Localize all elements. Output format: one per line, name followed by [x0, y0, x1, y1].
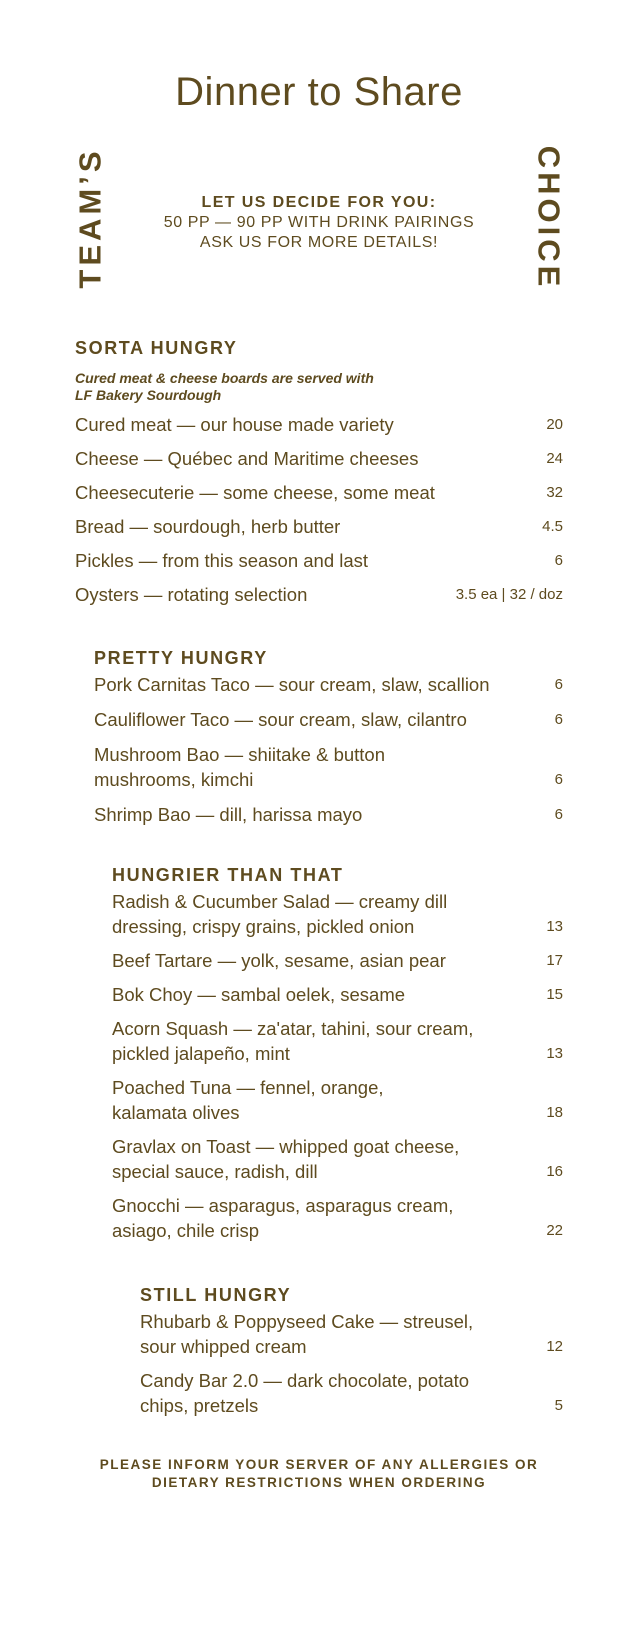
menu-list — [75, 412, 563, 607]
menu-item-name: Pickles — from this season and last — [75, 550, 369, 571]
menu-item-price: 6 — [554, 676, 563, 693]
page-title: Dinner to Share — [175, 70, 463, 114]
menu-item-price: 6 — [554, 771, 563, 788]
menu-item-price: 6 — [554, 711, 563, 728]
menu-item-price: 4.5 — [542, 518, 563, 535]
menu-item-name: Cheesecuterie — some cheese, some meat — [75, 482, 435, 503]
menu-item-name: Radish & Cucumber Salad — creamy dill dressing, crispy grains, pickled onion — [112, 891, 448, 937]
section-still-hungry — [140, 1284, 563, 1418]
menu-item-name: Mushroom Bao — shiitake & button mushrooms, kimchi — [94, 744, 386, 790]
banner-details: ASK US FOR MORE DETAILS! — [199, 234, 439, 251]
menu-item-name: Cauliflower Taco — sour cream, slaw, cilantro — [94, 709, 467, 730]
menu-item-price: 3.5 ea | 32 / doz — [455, 586, 563, 603]
menu-item-price: 6 — [554, 806, 563, 823]
menu-item-name: Pork Carnitas Taco — sour cream, slaw, scallion — [94, 674, 490, 695]
menu-list — [94, 672, 563, 827]
menu-item — [112, 1016, 563, 1066]
menu-item — [75, 514, 563, 539]
allergy-notice-line: DIETARY RESTRICTIONS WHEN ORDERING — [151, 1475, 487, 1490]
menu-item-price: 22 — [546, 1222, 563, 1239]
menu-item — [112, 1134, 563, 1184]
menu-list — [140, 1309, 563, 1418]
menu-item — [94, 672, 563, 697]
menu-item-name: Poached Tuna — fennel, orange, kalamata olives — [112, 1077, 384, 1123]
menu-item-price: 15 — [546, 986, 563, 1003]
menu-item — [140, 1309, 563, 1359]
menu-item-name: Candy Bar 2.0 — dark chocolate, potato chips, pretzels — [140, 1370, 470, 1416]
menu-item-price: 32 — [546, 484, 563, 501]
menu-item-price: 13 — [546, 1045, 563, 1062]
menu-item — [75, 582, 563, 607]
menu-item-price: 16 — [546, 1163, 563, 1180]
menu-item-name: Bok Choy — sambal oelek, sesame — [112, 984, 406, 1005]
menu-item-name: Shrimp Bao — dill, harissa mayo — [94, 804, 363, 825]
menu-item-price: 5 — [554, 1397, 563, 1414]
menu-item-name: Cheese — Québec and Maritime cheeses — [75, 448, 419, 469]
section-title: HUNGRIER THAN THAT — [112, 865, 344, 885]
menu-item — [75, 548, 563, 573]
menu-item-name: Acorn Squash — za'atar, tahini, sour cream, pickled jalapeño, mint — [112, 1018, 474, 1064]
menu-item-name: Oysters — rotating selection — [75, 584, 308, 605]
teams-label: TEAM’S — [72, 147, 108, 289]
menu-item-name: Cured meat — our house made variety — [75, 414, 394, 435]
menu-item-price: 12 — [546, 1338, 563, 1355]
menu-item — [75, 446, 563, 471]
menu-item — [94, 802, 563, 827]
menu-item — [112, 889, 563, 939]
menu-item-name: Rhubarb & Poppyseed Cake — streusel, sour whipped cream — [140, 1311, 474, 1357]
section-hungrier-than-that — [112, 864, 563, 1243]
menu-item-price: 24 — [546, 450, 563, 467]
section-sorta-hungry — [75, 337, 563, 607]
menu-item-price: 13 — [546, 918, 563, 935]
menu-item-price: 20 — [546, 416, 563, 433]
menu-item — [112, 982, 563, 1007]
choice-label: CHOICE — [531, 145, 567, 291]
banner-heading: LET US DECIDE FOR YOU: — [201, 194, 437, 211]
menu-item-name: Gnocchi — asparagus, asparagus cream, asiago, chile crisp — [112, 1195, 454, 1241]
menu-item-price: 18 — [546, 1104, 563, 1121]
menu-item — [112, 1075, 563, 1125]
menu-item — [112, 1193, 563, 1243]
menu-item-name: Gravlax on Toast — whipped goat cheese, special sauce, radish, dill — [112, 1136, 460, 1182]
section-title: SORTA HUNGRY — [75, 338, 238, 358]
teams-choice-banner — [0, 193, 638, 253]
menu-item — [140, 1368, 563, 1418]
menu-item-price: 17 — [546, 952, 563, 969]
banner-pricing: 50 PP — 90 PP WITH DRINK PAIRINGS — [163, 214, 475, 231]
section-note: Cured meat & cheese boards are served with LF Bakery Sourdough — [75, 370, 374, 403]
menu-list — [112, 889, 563, 1243]
menu-item — [112, 948, 563, 973]
menu-item — [75, 480, 563, 505]
section-title: STILL HUNGRY — [140, 1285, 292, 1305]
menu-item — [94, 742, 563, 792]
section-pretty-hungry — [94, 647, 563, 827]
menu-item-name: Bread — sourdough, herb butter — [75, 516, 341, 537]
menu-item-name: Beef Tartare — yolk, sesame, asian pear — [112, 950, 446, 971]
menu-item-price: 6 — [554, 552, 563, 569]
section-title: PRETTY HUNGRY — [94, 648, 268, 668]
menu-item — [94, 707, 563, 732]
allergy-notice-line: PLEASE INFORM YOUR SERVER OF ANY ALLERGIES OR — [99, 1457, 539, 1472]
menu-item — [75, 412, 563, 437]
allergy-notice — [0, 1456, 638, 1492]
